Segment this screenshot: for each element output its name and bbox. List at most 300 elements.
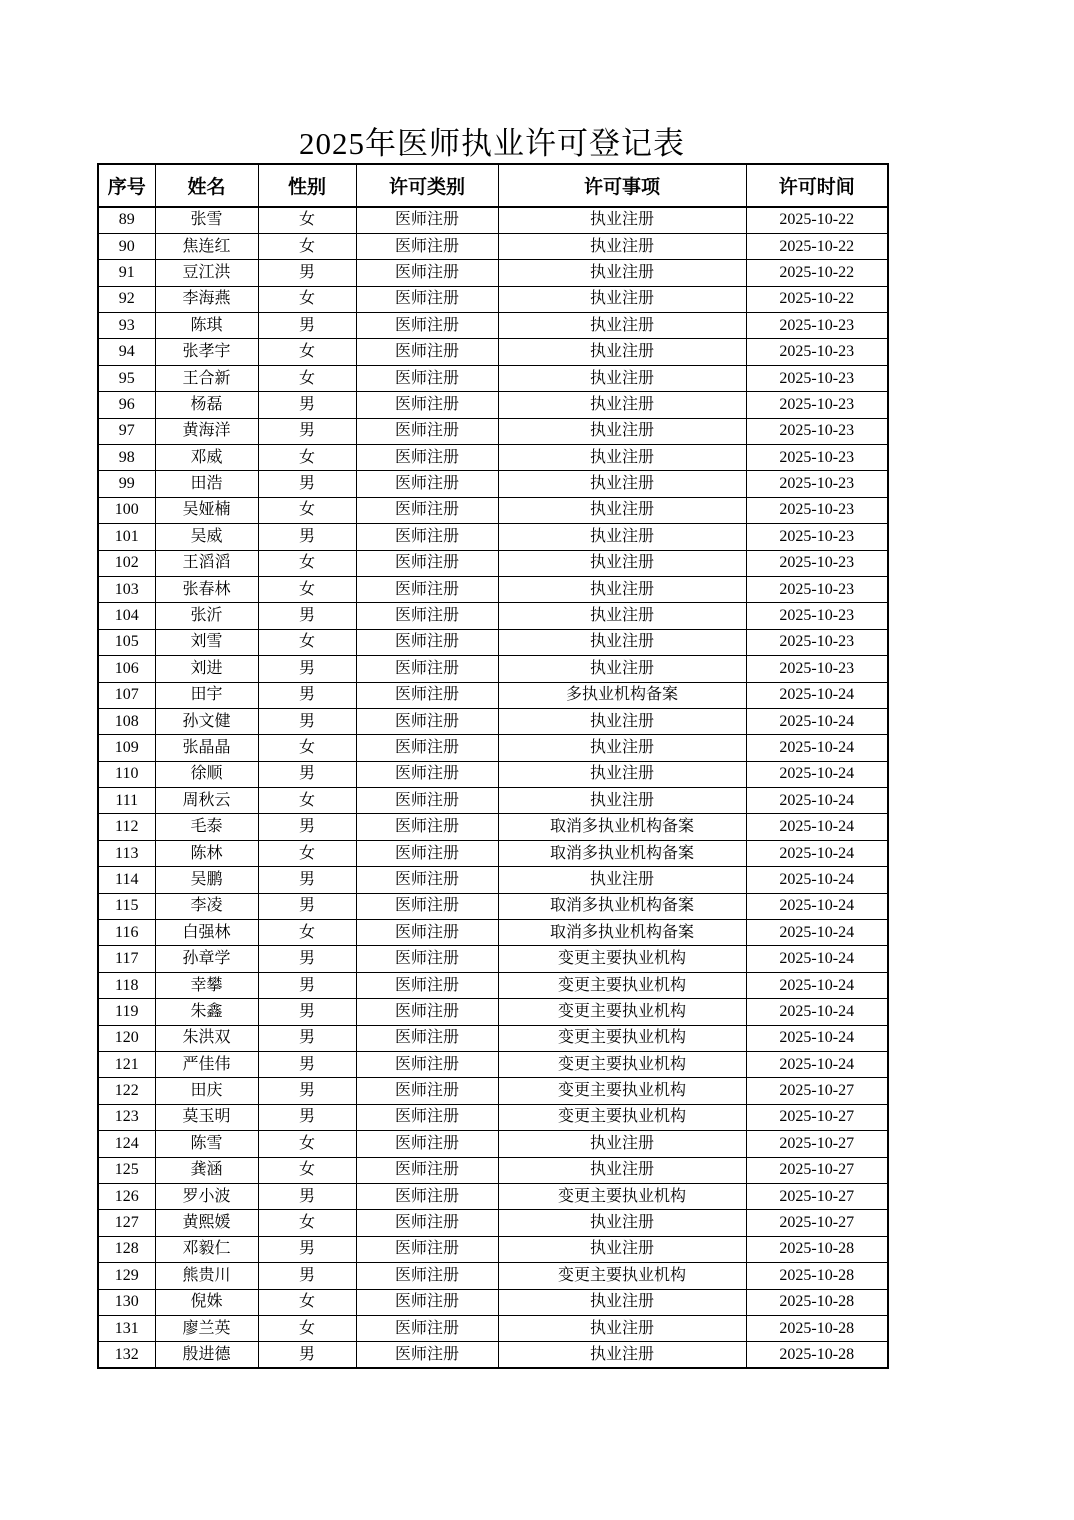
cell-name: 罗小波 [155, 1183, 258, 1209]
cell-serial-number: 127 [98, 1210, 155, 1236]
table-row [98, 418, 888, 444]
table-row [98, 708, 888, 734]
cell-license-item: 执业注册 [498, 735, 746, 761]
cell-name: 豆江洪 [155, 260, 258, 286]
cell-name: 张晶晶 [155, 735, 258, 761]
cell-license-date: 2025-10-23 [746, 524, 888, 550]
cell-serial-number: 111 [98, 788, 155, 814]
cell-license-item: 执业注册 [498, 497, 746, 523]
cell-license-category: 医师注册 [356, 972, 498, 998]
cell-gender: 女 [258, 1157, 356, 1183]
cell-license-item: 变更主要执业机构 [498, 1183, 746, 1209]
cell-license-item: 执业注册 [498, 708, 746, 734]
cell-gender: 男 [258, 260, 356, 286]
cell-serial-number: 116 [98, 920, 155, 946]
table-row [98, 735, 888, 761]
cell-gender: 女 [258, 576, 356, 602]
cell-name: 朱鑫 [155, 999, 258, 1025]
cell-name: 张雪 [155, 207, 258, 233]
table-row [98, 365, 888, 391]
cell-serial-number: 128 [98, 1236, 155, 1262]
cell-gender: 女 [258, 1210, 356, 1236]
cell-name: 孙文健 [155, 708, 258, 734]
table-row [98, 1236, 888, 1262]
cell-license-date: 2025-10-28 [746, 1342, 888, 1368]
cell-license-category: 医师注册 [356, 1315, 498, 1341]
cell-serial-number: 131 [98, 1315, 155, 1341]
cell-license-category: 医师注册 [356, 999, 498, 1025]
cell-gender: 男 [258, 814, 356, 840]
cell-license-date: 2025-10-27 [746, 1183, 888, 1209]
cell-name: 李海燕 [155, 286, 258, 312]
col-header-name: 姓名 [155, 164, 258, 207]
cell-gender: 男 [258, 1104, 356, 1130]
cell-serial-number: 93 [98, 313, 155, 339]
table-row [98, 1078, 888, 1104]
cell-license-category: 医师注册 [356, 233, 498, 259]
cell-license-category: 医师注册 [356, 708, 498, 734]
cell-serial-number: 124 [98, 1131, 155, 1157]
cell-gender: 男 [258, 867, 356, 893]
cell-license-category: 医师注册 [356, 735, 498, 761]
cell-gender: 女 [258, 788, 356, 814]
cell-license-category: 医师注册 [356, 576, 498, 602]
cell-license-item: 变更主要执业机构 [498, 1052, 746, 1078]
cell-license-category: 医师注册 [356, 840, 498, 866]
cell-license-date: 2025-10-22 [746, 233, 888, 259]
cell-gender: 男 [258, 708, 356, 734]
cell-license-category: 医师注册 [356, 814, 498, 840]
cell-license-date: 2025-10-24 [746, 682, 888, 708]
cell-license-date: 2025-10-27 [746, 1131, 888, 1157]
cell-license-date: 2025-10-24 [746, 867, 888, 893]
cell-license-item: 取消多执业机构备案 [498, 893, 746, 919]
cell-gender: 女 [258, 445, 356, 471]
cell-license-category: 医师注册 [356, 1342, 498, 1368]
cell-license-date: 2025-10-27 [746, 1078, 888, 1104]
table-row [98, 1315, 888, 1341]
cell-license-date: 2025-10-24 [746, 840, 888, 866]
cell-license-date: 2025-10-24 [746, 920, 888, 946]
table-row [98, 972, 888, 998]
cell-name: 吴娅楠 [155, 497, 258, 523]
table-row [98, 999, 888, 1025]
cell-license-category: 医师注册 [356, 656, 498, 682]
cell-license-item: 执业注册 [498, 656, 746, 682]
cell-serial-number: 117 [98, 946, 155, 972]
cell-license-item: 执业注册 [498, 524, 746, 550]
cell-gender: 男 [258, 893, 356, 919]
cell-serial-number: 96 [98, 392, 155, 418]
table-row [98, 629, 888, 655]
cell-license-date: 2025-10-27 [746, 1210, 888, 1236]
table-row [98, 286, 888, 312]
cell-license-category: 医师注册 [356, 761, 498, 787]
cell-license-item: 变更主要执业机构 [498, 999, 746, 1025]
cell-license-category: 医师注册 [356, 1236, 498, 1262]
cell-license-date: 2025-10-24 [746, 761, 888, 787]
cell-license-category: 医师注册 [356, 392, 498, 418]
cell-license-item: 变更主要执业机构 [498, 1078, 746, 1104]
cell-serial-number: 104 [98, 603, 155, 629]
cell-name: 吴鹏 [155, 867, 258, 893]
cell-license-date: 2025-10-22 [746, 286, 888, 312]
page-title: 2025年医师执业许可登记表 [299, 126, 685, 161]
cell-gender: 女 [258, 233, 356, 259]
cell-gender: 女 [258, 550, 356, 576]
cell-license-category: 医师注册 [356, 1131, 498, 1157]
cell-license-item: 执业注册 [498, 418, 746, 444]
cell-gender: 女 [258, 1289, 356, 1315]
cell-license-category: 医师注册 [356, 603, 498, 629]
cell-license-item: 执业注册 [498, 550, 746, 576]
cell-serial-number: 113 [98, 840, 155, 866]
cell-serial-number: 125 [98, 1157, 155, 1183]
cell-license-category: 医师注册 [356, 207, 498, 233]
cell-gender: 男 [258, 418, 356, 444]
cell-serial-number: 90 [98, 233, 155, 259]
cell-license-date: 2025-10-23 [746, 392, 888, 418]
cell-license-category: 医师注册 [356, 339, 498, 365]
cell-license-category: 医师注册 [356, 1157, 498, 1183]
col-header-license-category: 许可类别 [356, 164, 498, 207]
cell-gender: 男 [258, 603, 356, 629]
col-header-serial-number: 序号 [98, 164, 155, 207]
cell-gender: 女 [258, 365, 356, 391]
cell-license-item: 执业注册 [498, 761, 746, 787]
cell-license-item: 执业注册 [498, 1236, 746, 1262]
table-row [98, 1263, 888, 1289]
cell-gender: 男 [258, 524, 356, 550]
table-row [98, 603, 888, 629]
table-row [98, 1210, 888, 1236]
cell-license-item: 变更主要执业机构 [498, 1263, 746, 1289]
cell-license-date: 2025-10-23 [746, 445, 888, 471]
table-row [98, 339, 888, 365]
cell-license-item: 多执业机构备案 [498, 682, 746, 708]
cell-name: 黄熙媛 [155, 1210, 258, 1236]
cell-gender: 女 [258, 286, 356, 312]
cell-license-category: 医师注册 [356, 313, 498, 339]
cell-license-category: 医师注册 [356, 1210, 498, 1236]
cell-license-item: 执业注册 [498, 1210, 746, 1236]
table-row [98, 445, 888, 471]
cell-gender: 女 [258, 497, 356, 523]
cell-serial-number: 118 [98, 972, 155, 998]
table-row [98, 761, 888, 787]
cell-gender: 女 [258, 840, 356, 866]
table-row [98, 867, 888, 893]
cell-name: 陈林 [155, 840, 258, 866]
table-row [98, 1025, 888, 1051]
cell-serial-number: 92 [98, 286, 155, 312]
cell-name: 焦连红 [155, 233, 258, 259]
cell-license-item: 执业注册 [498, 233, 746, 259]
cell-serial-number: 110 [98, 761, 155, 787]
cell-serial-number: 106 [98, 656, 155, 682]
cell-serial-number: 115 [98, 893, 155, 919]
table-row [98, 524, 888, 550]
table-row [98, 893, 888, 919]
cell-license-date: 2025-10-24 [746, 999, 888, 1025]
cell-serial-number: 122 [98, 1078, 155, 1104]
cell-name: 李凌 [155, 893, 258, 919]
table-row [98, 1157, 888, 1183]
header-row [98, 164, 888, 207]
cell-gender: 男 [258, 972, 356, 998]
table-row [98, 920, 888, 946]
cell-name: 廖兰英 [155, 1315, 258, 1341]
cell-license-date: 2025-10-27 [746, 1104, 888, 1130]
cell-gender: 男 [258, 1183, 356, 1209]
col-header-license-date: 许可时间 [746, 164, 888, 207]
cell-name: 陈琪 [155, 313, 258, 339]
cell-license-date: 2025-10-23 [746, 576, 888, 602]
cell-gender: 男 [258, 392, 356, 418]
cell-serial-number: 99 [98, 471, 155, 497]
cell-license-item: 执业注册 [498, 576, 746, 602]
cell-serial-number: 105 [98, 629, 155, 655]
cell-license-date: 2025-10-27 [746, 1157, 888, 1183]
cell-license-item: 执业注册 [498, 365, 746, 391]
cell-serial-number: 97 [98, 418, 155, 444]
table-row [98, 682, 888, 708]
cell-name: 莫玉明 [155, 1104, 258, 1130]
cell-name: 刘雪 [155, 629, 258, 655]
cell-gender: 女 [258, 207, 356, 233]
table-row [98, 313, 888, 339]
cell-serial-number: 112 [98, 814, 155, 840]
cell-gender: 女 [258, 1131, 356, 1157]
cell-name: 田宇 [155, 682, 258, 708]
cell-license-item: 执业注册 [498, 788, 746, 814]
cell-name: 白强林 [155, 920, 258, 946]
cell-license-item: 执业注册 [498, 471, 746, 497]
cell-name: 殷进德 [155, 1342, 258, 1368]
cell-license-item: 取消多执业机构备案 [498, 814, 746, 840]
cell-license-date: 2025-10-28 [746, 1315, 888, 1341]
cell-license-category: 医师注册 [356, 1052, 498, 1078]
cell-gender: 男 [258, 1342, 356, 1368]
cell-license-item: 执业注册 [498, 286, 746, 312]
cell-license-item: 执业注册 [498, 392, 746, 418]
table-row [98, 550, 888, 576]
cell-serial-number: 98 [98, 445, 155, 471]
cell-name: 王合新 [155, 365, 258, 391]
cell-license-category: 医师注册 [356, 946, 498, 972]
cell-gender: 女 [258, 920, 356, 946]
cell-license-category: 医师注册 [356, 260, 498, 286]
cell-gender: 男 [258, 1263, 356, 1289]
cell-gender: 男 [258, 761, 356, 787]
cell-license-item: 执业注册 [498, 313, 746, 339]
cell-license-item: 执业注册 [498, 1157, 746, 1183]
cell-license-date: 2025-10-28 [746, 1236, 888, 1262]
cell-license-item: 变更主要执业机构 [498, 1104, 746, 1130]
cell-license-date: 2025-10-23 [746, 656, 888, 682]
table-row [98, 1183, 888, 1209]
cell-name: 田庆 [155, 1078, 258, 1104]
cell-serial-number: 130 [98, 1289, 155, 1315]
cell-license-category: 医师注册 [356, 497, 498, 523]
cell-gender: 男 [258, 656, 356, 682]
cell-license-item: 变更主要执业机构 [498, 972, 746, 998]
cell-license-category: 医师注册 [356, 867, 498, 893]
cell-name: 邓威 [155, 445, 258, 471]
table-row [98, 471, 888, 497]
cell-license-category: 医师注册 [356, 682, 498, 708]
cell-license-category: 医师注册 [356, 365, 498, 391]
cell-license-item: 变更主要执业机构 [498, 1025, 746, 1051]
cell-license-category: 医师注册 [356, 1263, 498, 1289]
cell-license-item: 执业注册 [498, 260, 746, 286]
table-row [98, 788, 888, 814]
cell-serial-number: 126 [98, 1183, 155, 1209]
cell-license-item: 执业注册 [498, 339, 746, 365]
cell-license-date: 2025-10-22 [746, 260, 888, 286]
cell-license-item: 执业注册 [498, 1131, 746, 1157]
cell-name: 杨磊 [155, 392, 258, 418]
cell-license-category: 医师注册 [356, 1104, 498, 1130]
table-row [98, 1131, 888, 1157]
cell-license-item: 执业注册 [498, 445, 746, 471]
col-header-gender: 性别 [258, 164, 356, 207]
cell-name: 龚涵 [155, 1157, 258, 1183]
cell-license-category: 医师注册 [356, 893, 498, 919]
cell-serial-number: 91 [98, 260, 155, 286]
cell-serial-number: 101 [98, 524, 155, 550]
cell-name: 张孝宇 [155, 339, 258, 365]
cell-license-date: 2025-10-24 [746, 788, 888, 814]
cell-gender: 男 [258, 1078, 356, 1104]
table-row [98, 946, 888, 972]
cell-serial-number: 100 [98, 497, 155, 523]
cell-gender: 男 [258, 1236, 356, 1262]
cell-serial-number: 107 [98, 682, 155, 708]
cell-name: 黄海洋 [155, 418, 258, 444]
table-row [98, 233, 888, 259]
cell-license-category: 医师注册 [356, 550, 498, 576]
cell-license-date: 2025-10-23 [746, 603, 888, 629]
table-row [98, 392, 888, 418]
cell-name: 刘进 [155, 656, 258, 682]
table-row [98, 840, 888, 866]
cell-name: 吴威 [155, 524, 258, 550]
cell-serial-number: 114 [98, 867, 155, 893]
cell-license-category: 医师注册 [356, 788, 498, 814]
table-row [98, 814, 888, 840]
cell-license-item: 取消多执业机构备案 [498, 840, 746, 866]
cell-license-date: 2025-10-24 [746, 972, 888, 998]
cell-name: 熊贵川 [155, 1263, 258, 1289]
license-registration-table [97, 163, 889, 1369]
cell-gender: 男 [258, 471, 356, 497]
table-header [98, 164, 888, 207]
cell-license-category: 医师注册 [356, 286, 498, 312]
cell-license-date: 2025-10-24 [746, 893, 888, 919]
cell-gender: 男 [258, 1025, 356, 1051]
cell-name: 邓毅仁 [155, 1236, 258, 1262]
cell-license-category: 医师注册 [356, 445, 498, 471]
cell-serial-number: 108 [98, 708, 155, 734]
cell-serial-number: 129 [98, 1263, 155, 1289]
cell-gender: 女 [258, 1315, 356, 1341]
cell-name: 徐顺 [155, 761, 258, 787]
cell-gender: 男 [258, 946, 356, 972]
cell-name: 幸攀 [155, 972, 258, 998]
cell-license-category: 医师注册 [356, 920, 498, 946]
cell-serial-number: 123 [98, 1104, 155, 1130]
cell-name: 陈雪 [155, 1131, 258, 1157]
cell-serial-number: 103 [98, 576, 155, 602]
cell-name: 王滔滔 [155, 550, 258, 576]
cell-serial-number: 102 [98, 550, 155, 576]
cell-license-item: 执业注册 [498, 629, 746, 655]
cell-license-category: 医师注册 [356, 418, 498, 444]
cell-gender: 女 [258, 339, 356, 365]
cell-license-item: 执业注册 [498, 867, 746, 893]
cell-serial-number: 109 [98, 735, 155, 761]
col-header-license-item: 许可事项 [498, 164, 746, 207]
cell-license-item: 执业注册 [498, 1315, 746, 1341]
cell-name: 张春林 [155, 576, 258, 602]
table-row [98, 1342, 888, 1368]
cell-license-item: 变更主要执业机构 [498, 946, 746, 972]
table-row [98, 1104, 888, 1130]
table-row [98, 1289, 888, 1315]
cell-license-category: 医师注册 [356, 629, 498, 655]
cell-name: 严佳伟 [155, 1052, 258, 1078]
cell-name: 朱洪双 [155, 1025, 258, 1051]
cell-license-category: 医师注册 [356, 1078, 498, 1104]
table-row [98, 207, 888, 233]
table-row [98, 656, 888, 682]
cell-license-item: 执业注册 [498, 603, 746, 629]
cell-license-date: 2025-10-23 [746, 365, 888, 391]
cell-serial-number: 94 [98, 339, 155, 365]
cell-gender: 男 [258, 999, 356, 1025]
cell-license-date: 2025-10-28 [746, 1263, 888, 1289]
cell-name: 毛泰 [155, 814, 258, 840]
table-body [98, 207, 888, 1368]
cell-license-date: 2025-10-23 [746, 471, 888, 497]
cell-license-date: 2025-10-28 [746, 1289, 888, 1315]
cell-license-date: 2025-10-24 [746, 735, 888, 761]
cell-license-category: 医师注册 [356, 1289, 498, 1315]
cell-name: 张沂 [155, 603, 258, 629]
cell-gender: 男 [258, 682, 356, 708]
cell-license-item: 执业注册 [498, 1342, 746, 1368]
cell-license-date: 2025-10-23 [746, 339, 888, 365]
cell-license-item: 执业注册 [498, 207, 746, 233]
cell-license-item: 执业注册 [498, 1289, 746, 1315]
cell-license-date: 2025-10-23 [746, 550, 888, 576]
cell-serial-number: 95 [98, 365, 155, 391]
cell-license-item: 取消多执业机构备案 [498, 920, 746, 946]
cell-gender: 男 [258, 1052, 356, 1078]
cell-serial-number: 119 [98, 999, 155, 1025]
cell-license-category: 医师注册 [356, 524, 498, 550]
cell-license-category: 医师注册 [356, 1183, 498, 1209]
cell-license-date: 2025-10-23 [746, 313, 888, 339]
table-row [98, 260, 888, 286]
cell-license-date: 2025-10-24 [746, 814, 888, 840]
cell-license-date: 2025-10-24 [746, 708, 888, 734]
cell-license-category: 医师注册 [356, 471, 498, 497]
cell-serial-number: 89 [98, 207, 155, 233]
cell-license-date: 2025-10-22 [746, 207, 888, 233]
cell-name: 倪姝 [155, 1289, 258, 1315]
